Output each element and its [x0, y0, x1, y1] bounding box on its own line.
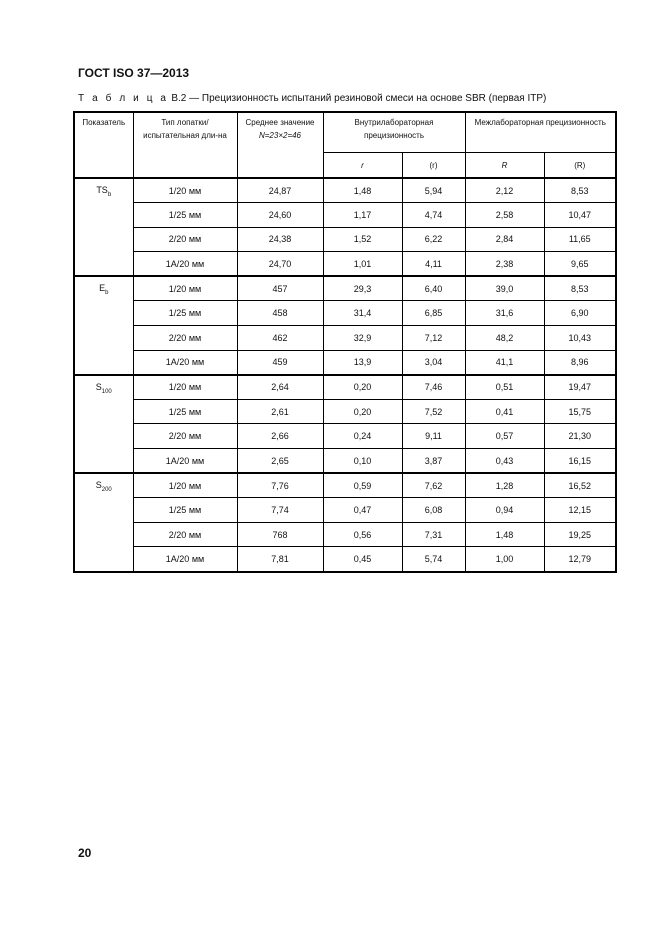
table-row	[74, 424, 616, 449]
R-rel-cell: 12,79	[544, 547, 616, 572]
r-rel-cell: 7,52	[402, 399, 465, 424]
table-row	[74, 547, 616, 572]
r-rel-cell: 4,11	[402, 252, 465, 277]
R-rel-cell: 19,25	[544, 522, 616, 547]
blade-type-cell: 2/20 мм	[133, 326, 237, 351]
header-indicator: Показатель	[74, 112, 133, 178]
r-rel-cell: 7,62	[402, 473, 465, 498]
table-row	[74, 252, 616, 277]
table-row	[74, 473, 616, 498]
table-row	[74, 301, 616, 326]
indicator-cell: $S_{200}$	[74, 473, 133, 571]
mean-cell: 458	[237, 301, 323, 326]
header-mean-value	[237, 112, 323, 178]
R-rel-cell: 21,30	[544, 424, 616, 449]
header-R: R	[465, 153, 544, 179]
table-row	[74, 350, 616, 375]
table-row	[74, 498, 616, 523]
r-cell: 1,52	[323, 227, 402, 252]
header-R-rel: (R)	[544, 153, 616, 179]
r-cell: 0,47	[323, 498, 402, 523]
precision-table	[73, 111, 617, 573]
R-cell: 0,41	[465, 399, 544, 424]
r-rel-cell: 6,22	[402, 227, 465, 252]
blade-type-cell: 1/25 мм	[133, 203, 237, 228]
R-cell: 48,2	[465, 326, 544, 351]
r-cell: 0,59	[323, 473, 402, 498]
R-rel-cell: 10,47	[544, 203, 616, 228]
document-header: ГОСТ ISO 37—2013	[78, 66, 190, 80]
blade-type-cell: 1/20 мм	[133, 276, 237, 301]
mean-cell: 457	[237, 276, 323, 301]
R-rel-cell: 12,15	[544, 498, 616, 523]
r-rel-cell: 3,04	[402, 350, 465, 375]
r-rel-cell: 7,46	[402, 375, 465, 400]
table-body	[74, 178, 616, 572]
indicator-cell: $S_{100}$	[74, 375, 133, 473]
R-rel-cell: 16,52	[544, 473, 616, 498]
table-row	[74, 399, 616, 424]
r-rel-cell: 3,87	[402, 449, 465, 474]
R-cell: 2,58	[465, 203, 544, 228]
mean-cell: 24,70	[237, 252, 323, 277]
mean-cell: 7,81	[237, 547, 323, 572]
table-row	[74, 375, 616, 400]
header-mean-label: Среднее значение	[245, 118, 315, 127]
table-row	[74, 449, 616, 474]
R-rel-cell: 6,90	[544, 301, 616, 326]
R-rel-cell: 15,75	[544, 399, 616, 424]
indicator-cell: $TS_b$	[74, 178, 133, 276]
table-row	[74, 227, 616, 252]
R-rel-cell: 8,53	[544, 178, 616, 203]
blade-type-cell: 2/20 мм	[133, 424, 237, 449]
mean-cell: 24,87	[237, 178, 323, 203]
R-cell: 1,00	[465, 547, 544, 572]
table-caption	[78, 93, 546, 104]
table-row	[74, 326, 616, 351]
R-cell: 31,6	[465, 301, 544, 326]
r-rel-cell: 5,74	[402, 547, 465, 572]
r-cell: 0,24	[323, 424, 402, 449]
r-cell: 13,9	[323, 350, 402, 375]
R-rel-cell: 8,53	[544, 276, 616, 301]
R-cell: 1,48	[465, 522, 544, 547]
r-cell: 1,17	[323, 203, 402, 228]
mean-cell: 24,38	[237, 227, 323, 252]
mean-cell: 7,76	[237, 473, 323, 498]
mean-cell: 2,61	[237, 399, 323, 424]
R-cell: 0,51	[465, 375, 544, 400]
r-cell: 0,20	[323, 399, 402, 424]
R-cell: 2,84	[465, 227, 544, 252]
R-rel-cell: 10,43	[544, 326, 616, 351]
header-r-rel: (r)	[402, 153, 465, 179]
header-r: r	[323, 153, 402, 179]
r-rel-cell: 5,94	[402, 178, 465, 203]
header-blade-type: Тип лопатки/ испытательная дли-на	[133, 112, 237, 178]
mean-cell: 2,64	[237, 375, 323, 400]
header-intra-lab: Внутрилабораторная прецизионность	[323, 112, 465, 153]
mean-cell: 24,60	[237, 203, 323, 228]
blade-type-cell: 1/25 мм	[133, 498, 237, 523]
r-rel-cell: 7,31	[402, 522, 465, 547]
R-rel-cell: 16,15	[544, 449, 616, 474]
header-inter-lab: Межлабораторная прецизионность	[465, 112, 616, 153]
r-rel-cell: 9,11	[402, 424, 465, 449]
R-cell: 0,43	[465, 449, 544, 474]
caption-number: В.2	[171, 93, 187, 104]
R-cell: 39,0	[465, 276, 544, 301]
r-cell: 32,9	[323, 326, 402, 351]
r-cell: 29,3	[323, 276, 402, 301]
table-row	[74, 178, 616, 203]
r-rel-cell: 6,85	[402, 301, 465, 326]
R-rel-cell: 9,65	[544, 252, 616, 277]
blade-type-cell: 1А/20 мм	[133, 449, 237, 474]
r-rel-cell: 6,40	[402, 276, 465, 301]
r-cell: 0,10	[323, 449, 402, 474]
r-cell: 1,01	[323, 252, 402, 277]
R-cell: 41,1	[465, 350, 544, 375]
r-cell: 31,4	[323, 301, 402, 326]
R-rel-cell: 19,47	[544, 375, 616, 400]
mean-cell: 462	[237, 326, 323, 351]
mean-cell: 768	[237, 522, 323, 547]
r-rel-cell: 6,08	[402, 498, 465, 523]
R-cell: 1,28	[465, 473, 544, 498]
mean-cell: 7,74	[237, 498, 323, 523]
table-row	[74, 203, 616, 228]
R-cell: 2,38	[465, 252, 544, 277]
blade-type-cell: 2/20 мм	[133, 522, 237, 547]
table-row	[74, 276, 616, 301]
blade-type-cell: 1/20 мм	[133, 473, 237, 498]
r-cell: 0,56	[323, 522, 402, 547]
r-cell: 1,48	[323, 178, 402, 203]
r-rel-cell: 4,74	[402, 203, 465, 228]
header-mean-n: N=23×2=46	[258, 131, 302, 140]
r-cell: 0,20	[323, 375, 402, 400]
R-cell: 0,57	[465, 424, 544, 449]
indicator-cell: $E_b$	[74, 276, 133, 374]
R-cell: 2,12	[465, 178, 544, 203]
R-rel-cell: 11,65	[544, 227, 616, 252]
blade-type-cell: 1/20 мм	[133, 375, 237, 400]
blade-type-cell: 1/25 мм	[133, 399, 237, 424]
page-number: 20	[78, 846, 92, 860]
r-rel-cell: 7,12	[402, 326, 465, 351]
blade-type-cell: 1А/20 мм	[133, 547, 237, 572]
mean-cell: 459	[237, 350, 323, 375]
blade-type-cell: 1А/20 мм	[133, 350, 237, 375]
R-rel-cell: 8,96	[544, 350, 616, 375]
table-row	[74, 522, 616, 547]
blade-type-cell: 1А/20 мм	[133, 252, 237, 277]
mean-cell: 2,66	[237, 424, 323, 449]
blade-type-cell: 1/25 мм	[133, 301, 237, 326]
r-cell: 0,45	[323, 547, 402, 572]
mean-cell: 2,65	[237, 449, 323, 474]
caption-title: — Прецизионность испытаний резиновой смеси на основе SBR (первая ITP)	[186, 93, 547, 104]
caption-prefix: Т а б л и ц а	[78, 93, 169, 104]
blade-type-cell: 2/20 мм	[133, 227, 237, 252]
blade-type-cell: 1/20 мм	[133, 178, 237, 203]
R-cell: 0,94	[465, 498, 544, 523]
